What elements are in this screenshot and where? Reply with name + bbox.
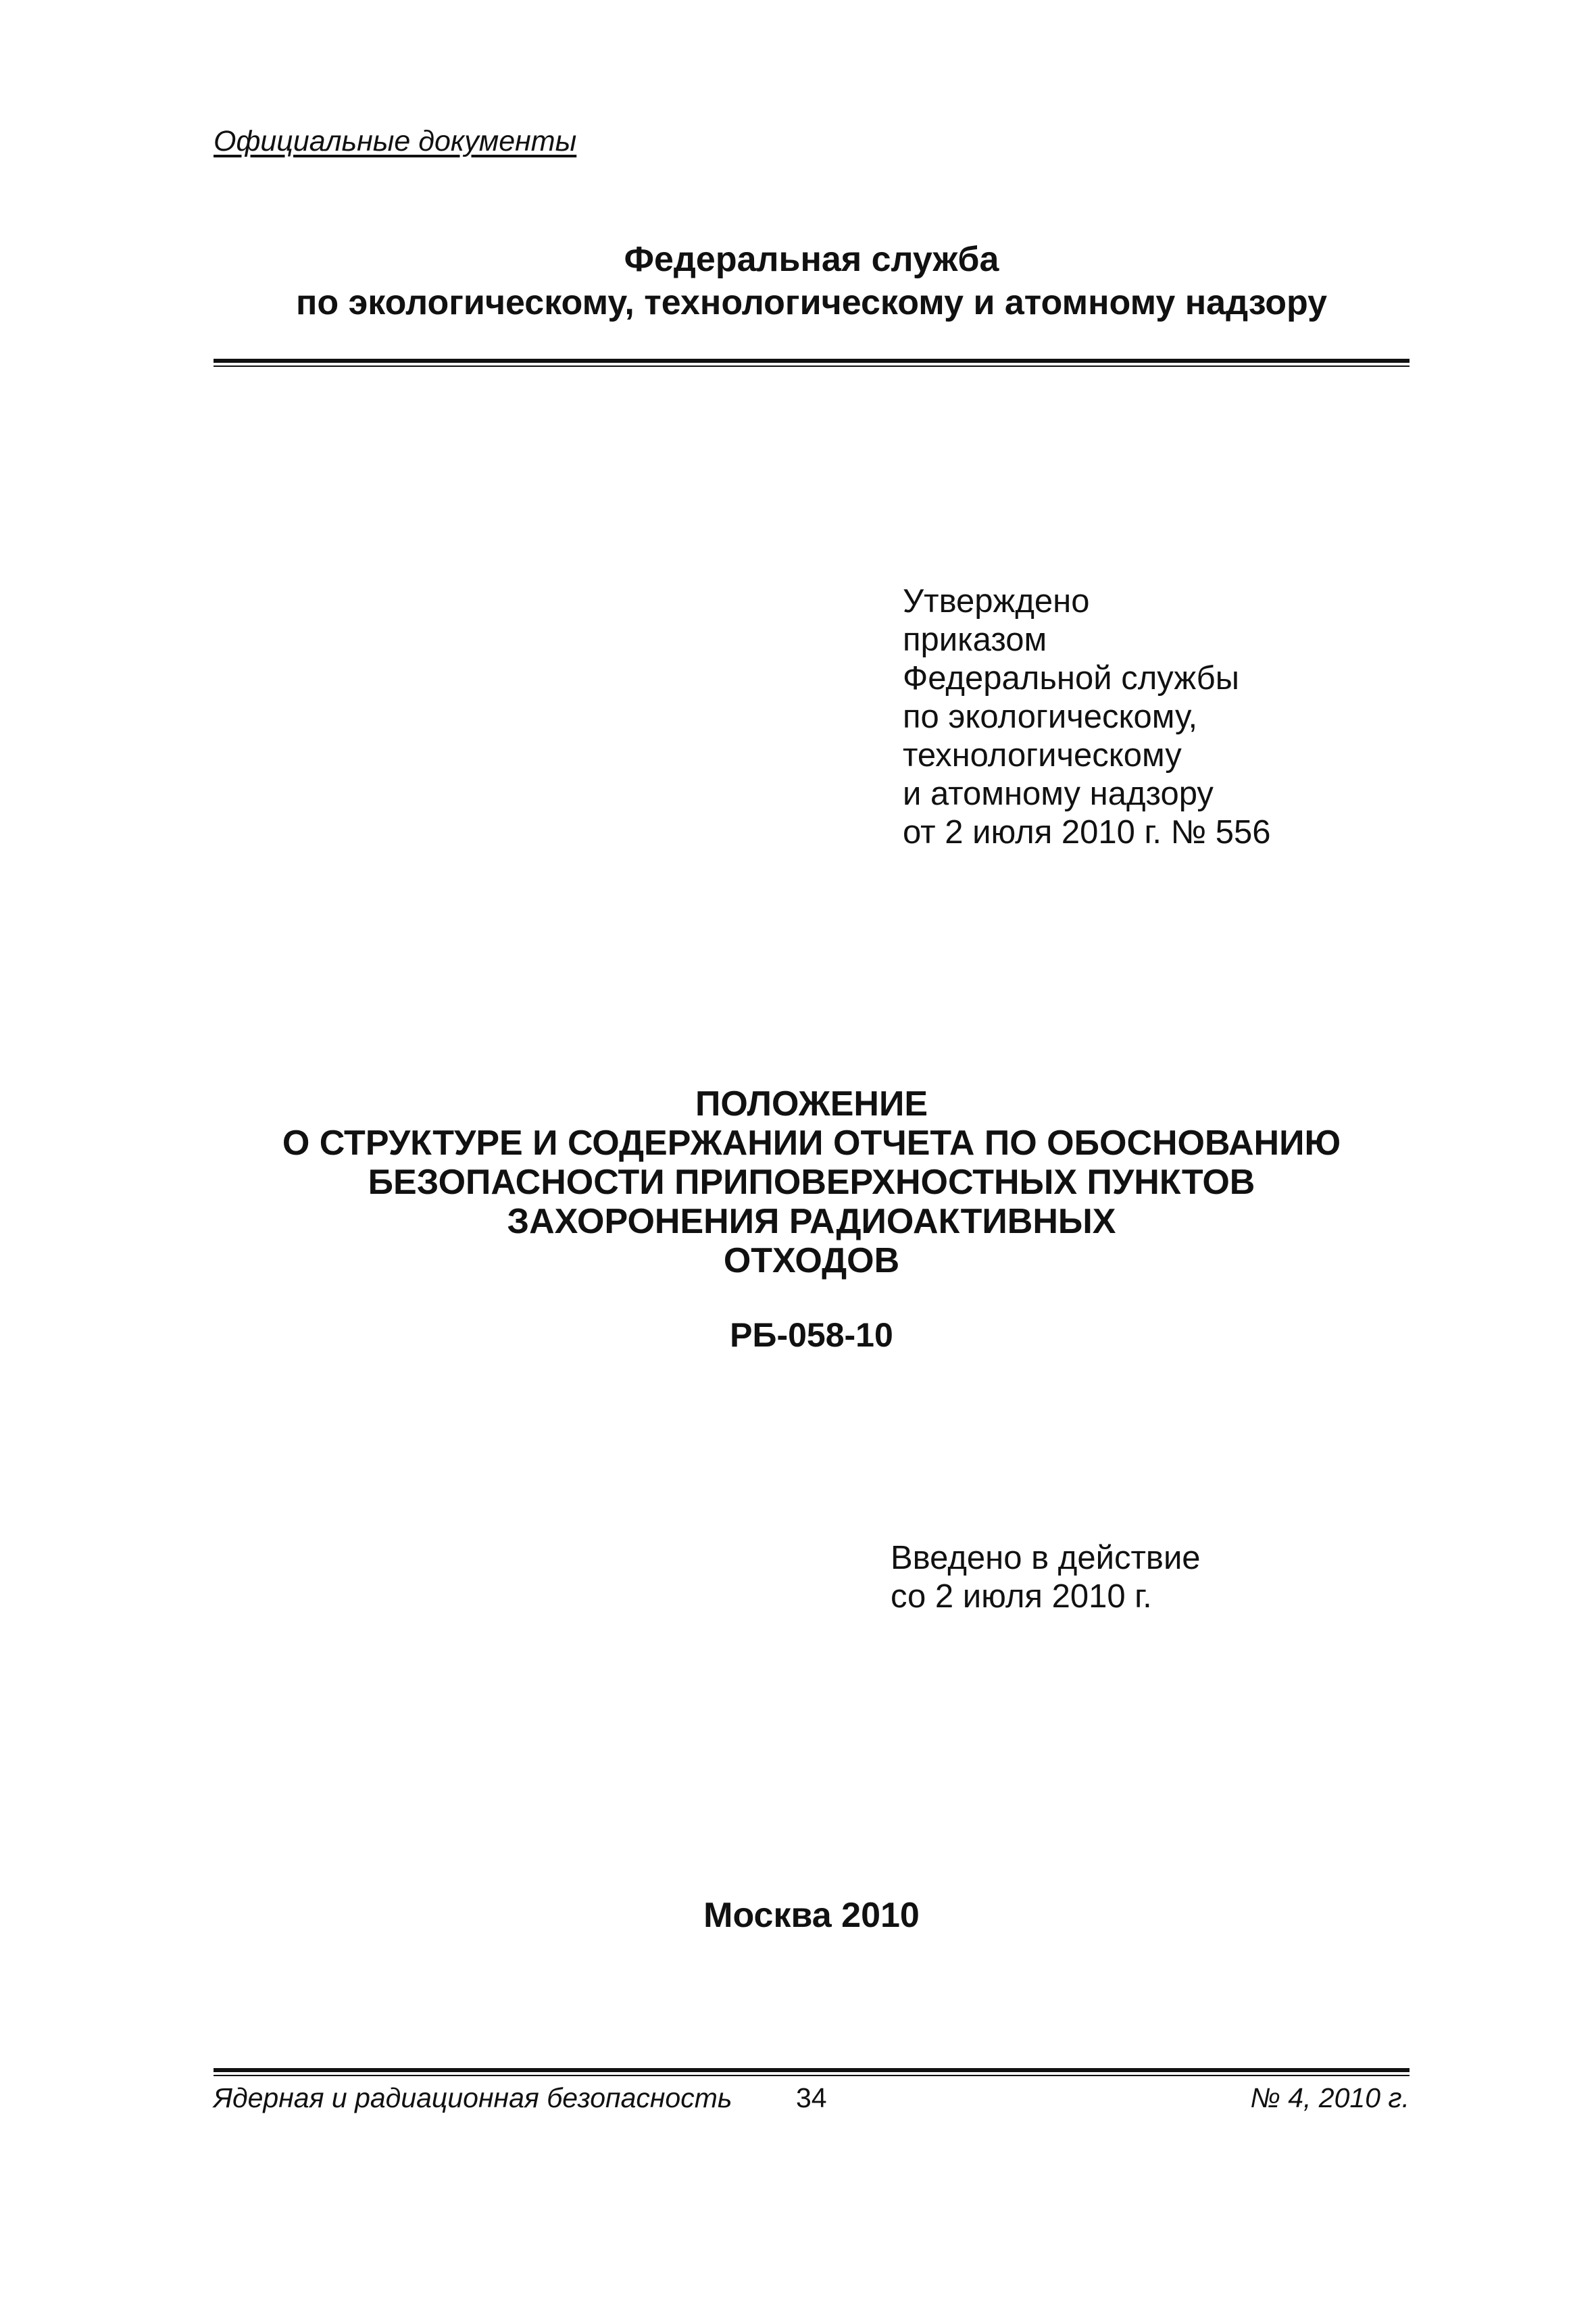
document-title-line: ОТХОДОВ bbox=[723, 1241, 900, 1280]
document-title-line: ПОЛОЖЕНИЕ bbox=[695, 1084, 928, 1124]
effective-date-block bbox=[891, 1539, 1201, 1616]
agency-name-line-1: Федеральная служба bbox=[624, 240, 999, 279]
footer-divider-thin bbox=[214, 2075, 1410, 2076]
document-code: РБ-058-10 bbox=[730, 1316, 893, 1354]
document-title-line: О СТРУКТУРЕ И СОДЕРЖАНИИ ОТЧЕТА ПО ОБОСНОВАНИЮ bbox=[282, 1124, 1341, 1163]
approval-line: приказом bbox=[903, 622, 1047, 658]
agency-name bbox=[214, 238, 1410, 324]
section-label: Официальные документы bbox=[214, 125, 577, 157]
approval-line: Утверждено bbox=[903, 583, 1090, 620]
footer-divider-thick bbox=[214, 2068, 1410, 2072]
effective-line: Введено в действие bbox=[891, 1540, 1201, 1576]
place-year: Москва 2010 bbox=[703, 1896, 920, 1935]
agency-name-line-2: по экологическому, технологическому и атомному надзору bbox=[295, 283, 1328, 322]
footer-issue: № 4, 2010 г. bbox=[1250, 2082, 1410, 2113]
document-title bbox=[214, 1084, 1410, 1280]
footer-page-number: 34 bbox=[796, 2082, 827, 2113]
approval-line: Федеральной службы bbox=[903, 660, 1239, 697]
document-title-line: ЗАХОРОНЕНИЯ РАДИОАКТИВНЫХ bbox=[507, 1202, 1116, 1241]
approval-block bbox=[903, 582, 1271, 852]
document-title-line: БЕЗОПАСНОСТИ ПРИПОВЕРХНОСТНЫХ ПУНКТОВ bbox=[368, 1163, 1255, 1202]
header-divider-thin bbox=[214, 366, 1410, 367]
approval-line: по экологическому, bbox=[903, 699, 1198, 735]
approval-line: от 2 июля 2010 г. № 556 bbox=[903, 814, 1271, 851]
header-divider-thick bbox=[214, 359, 1410, 363]
footer-journal-name: Ядерная и радиационная безопасность bbox=[214, 2082, 732, 2113]
effective-line: со 2 июля 2010 г. bbox=[891, 1578, 1152, 1615]
approval-line: технологическому bbox=[903, 737, 1182, 774]
approval-line: и атомному надзору bbox=[903, 776, 1214, 812]
